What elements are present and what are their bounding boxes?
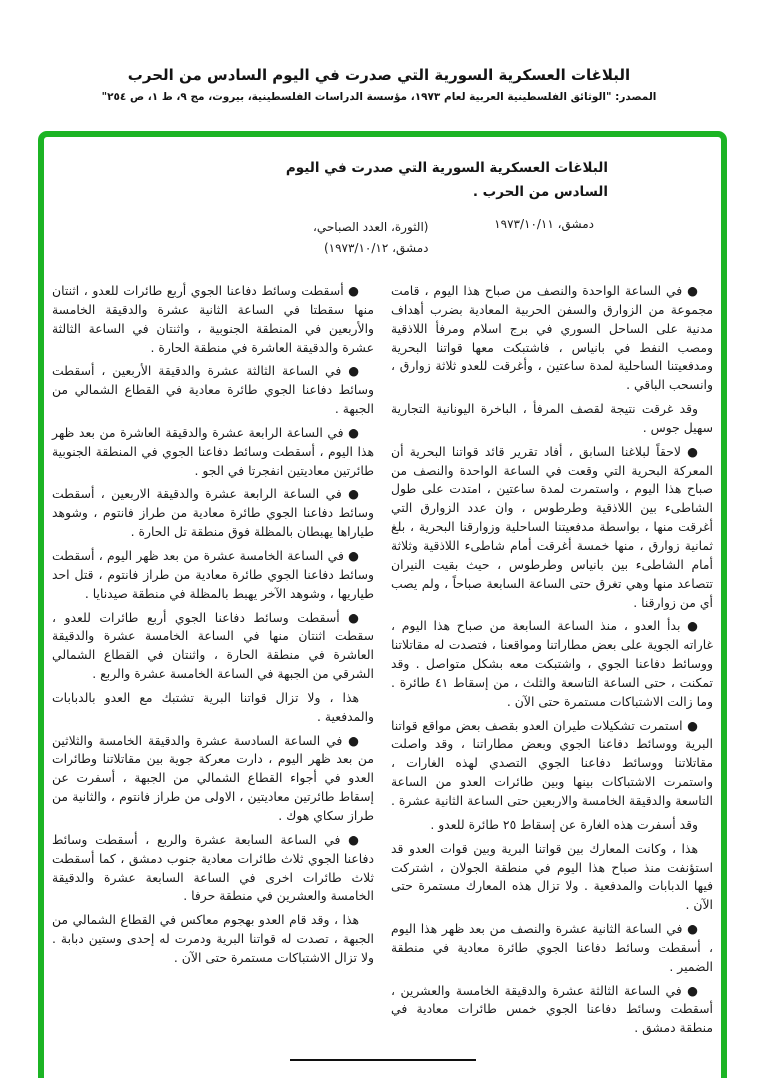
paragraph: ● في الساعة الثالثة عشرة والدقيقة الأربعين ، أسقطت وسائط دفاعنا الجوي طائرة معادية في القطاع الشمالي من الجبهة . <box>52 363 374 417</box>
source-line: المصدر: "الوثائق الفلسطينية العربية لعام ١٩٧٣، مؤسسة الدراسات الفلسطينية، بيروت، مج ٩، ط ١، ص ٢٥٤" <box>101 91 657 103</box>
page-header <box>0 0 758 103</box>
paragraph: ● في الساعة الثالثة عشرة والدقيقة الخامسة والعشرين ، أسقطت وسائط دفاعنا الجوي خمس طائرات معادية في منطقة دمشق . <box>391 982 713 1036</box>
paragraph: وقد غرقت نتيجة لقصف المرفأ ، الباخرة اليونانية التجارية سهيل جوس . <box>391 401 713 435</box>
dateline <box>258 217 608 258</box>
citation-line-1: (الثورة، العدد الصباحي، <box>313 220 429 235</box>
paragraph: ● في الساعة الثانية عشرة والنصف من بعد ظهر هذا اليوم ، أسقطت وسائط دفاعنا الجوي طائرة معادية في منطقة الضمير . <box>391 921 713 974</box>
paragraph: ● أسقطت وسائط دفاعنا الجوي أربع طائرات للعدو ، اثنتان منها سقطتا في الساعة الثانية عشرة والدقيقة الخامسة والأربعين في المنطقة الجنوبية ، واثنتان في الساعة الثالثة عشرة والدقيقة العاشرة في منطقة الحارة . <box>52 283 374 355</box>
paragraph: ● في الساعة السابعة عشرة والربع ، أسقطت وسائط دفاعنا الجوي ثلاث طائرات معادية جنوب دمشق ، كما أسقطت ثلاث طائرات اخرى في الساعة السابعة عشرة والدقيقة الخامسة والعشرين في منطقة حرفا . <box>52 831 374 904</box>
end-divider <box>290 1059 476 1061</box>
column-right <box>391 282 713 1043</box>
paragraph: ● في الساعة السادسة عشرة والدقيقة الخامسة والثلاثين من بعد ظهر اليوم ، دارت معركة جوية بين مقاتلاتنا وطائرات العدو في أجواء القطاع الشمالي من الجبهة ، أسفرت عن إسقاط طائرتين معاديتين ، الاولى من طراز فانتوم ، والثانية من طراز سكاي هوك . <box>52 732 374 823</box>
body-columns <box>52 282 713 1043</box>
document-frame <box>38 131 727 1078</box>
paragraph: ● في الساعة الخامسة عشرة من بعد ظهر اليوم ، أسقطت وسائط دفاعنا الجوي طائرة معادية من طراز فانتوم ، قتل احد طياريها ، وشوهد الآخر يهبط بالمظلة في منطقة صيدنايا . <box>52 548 374 601</box>
paragraph: وقد أسفرت هذه الغارة عن إسقاط ٢٥ طائرة للعدو . <box>430 816 698 832</box>
page-title: البلاغات العسكرية السورية التي صدرت في اليوم السادس من الحرب <box>127 66 631 84</box>
document-heading: البلاغات العسكرية السورية التي صدرت في اليوم السادس من الحرب . <box>285 160 608 200</box>
paragraph: ● بدأ العدو ، منذ الساعة السابعة من صباح هذا اليوم ، غاراته الجوية على بعض مطاراتنا ومواقعنا ، فتصدت له مقاتلاتنا ووسائط دفاعنا الجوي ، واشتبكت معه بشكل متواصل . وقد تمكنت ، حتى الساعة التاسعة والثلث ، من إسقاط ٤١ طائرة . وما زالت الاشتباكات مستمرة حتى الآن . <box>391 618 713 709</box>
paragraph: ● أسقطت وسائط دفاعنا الجوي أربع طائرات للعدو ، سقطت اثنتان منها في الساعة الخامسة عشرة والدقيقة العاشرة في منطقة الحارة ، واثنتان في القطاع الشمالي الشرقي من الجبهة في الساعة الخامسة عشرة والربع . <box>52 609 374 682</box>
paragraph: ● لاحقاً لبلاغنا السابق ، أفاد تقرير قائد قواتنا البحرية أن المعركة البحرية التي وقعت في الساعة الواحدة والنصف من صباح هذا اليوم ، واستمرت لمدة ساعتين ، امتدت على طول الشاطىء بين اللاذقية وطرطوس ، وان عدد الزوارق التي أغرقت منها ، بواسطة مدفعيتنا الساحلية وزوارقنا البحرية ، بلغ ثمانية زوارق ، منها خمسة أغرقت أمام شاطىء اللاذقية وثلاثة أمام الشاطىء بين بانياس وطرطوس ، حيث بقيت النيران تتصاعد منها وهي تغرق حتى الساعة السابعة صباحاً ، ولم يصب أي من زوارقنا . <box>391 443 713 610</box>
dateline-citation <box>313 217 428 258</box>
paragraph: ● في الساعة الواحدة والنصف من صباح هذا اليوم ، قامت مجموعة من الزوارق والسفن الحربية المعادية بضرب أهداف مدنية على الساحل السوري في برج اسلام ومرفأ اللاذقية ومصب النفط في بانياس ، فاشتبكت معها قواتنا البحرية ومدفعيتنا الساحلية لمدة ساعتين ، وأغرقت للعدو ثلاثة زوارق ، وانسحب الباقي . <box>391 283 713 393</box>
paragraph: هذا ، ولا تزال قواتنا البرية تشتبك مع العدو بالدبابات والمدفعية . <box>52 689 374 724</box>
paragraph: ● استمرت تشكيلات طيران العدو بقصف بعض مواقع قواتنا البرية ووسائط دفاعنا الجوي وبعض مطاراتنا ، وقد واصلت مقاتلاتنا ووسائط دفاعنا الجوي التصدي لهذه الغارات ، واستمرت الاشتباكات بينها وبين طائرات العدو من الساعة التاسعة والدقيقة الخامسة والاربعين حتى الساعة الثانية عشرة . <box>390 717 713 808</box>
dateline-place-date: دمشق، ١٩٧٣/١٠/١١ <box>494 217 594 232</box>
paragraph: هذا ، وقد قام العدو بهجوم معاكس في القطاع الشمالي من الجبهة ، تصدت له قواتنا البرية ودمرت له إحدى وستين دبابة . ولا تزال الاشتباكات مستمرة حتى الآن . <box>52 912 374 965</box>
paragraph: ● في الساعة الرابعة عشرة والدقيقة الاربعين ، أسقطت وسائط دفاعنا الجوي طائرة معادية من طراز فانتوم ، وشوهد طياراها يهبطان بالمظلة فوق منطقة تل الحارة . <box>52 486 374 540</box>
citation-line-2: دمشق، ١٩٧٣/١٠/١٢) <box>323 240 429 255</box>
column-left <box>52 282 374 1043</box>
paragraph: هذا ، وكانت المعارك بين قواتنا البرية وبين قوات العدو قد استؤنفت منذ صباح هذا اليوم في منطقة الجولان ، اشتركت فيها الدبابات والمدفعية . ولا تزال هذه المعارك مستمرة حتى الآن . <box>391 840 713 913</box>
paragraph: ● في الساعة الرابعة عشرة والدقيقة العاشرة من بعد ظهر هذا اليوم ، أسقطت وسائط دفاعنا الجوي في المنطقة الجنوبية طائرتين معاديتين انفجرتا في الجو . <box>52 424 374 478</box>
